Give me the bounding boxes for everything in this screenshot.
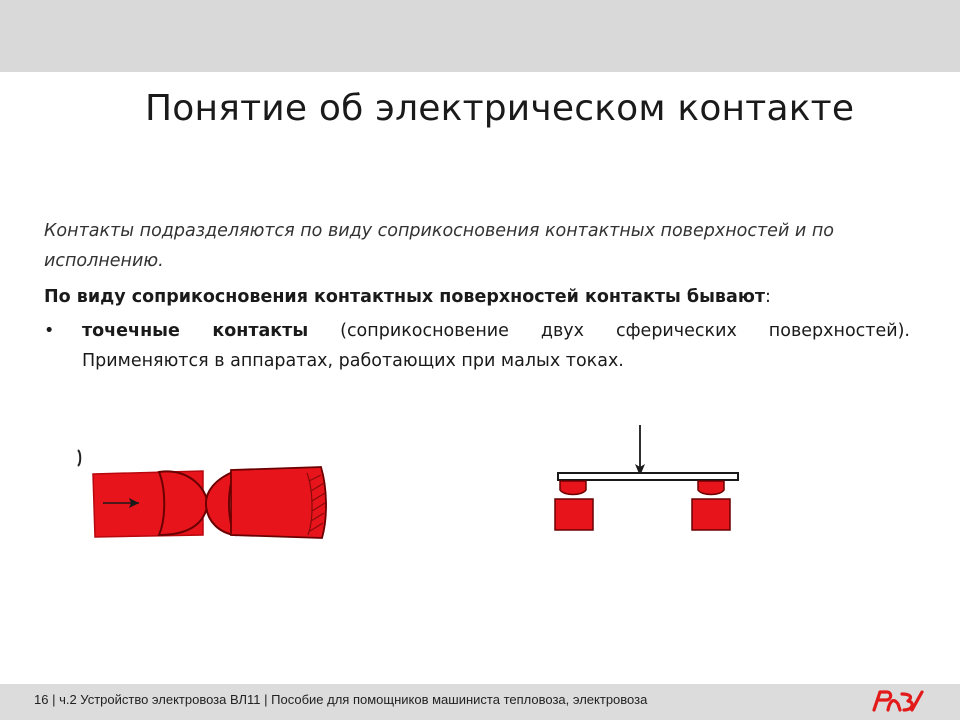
header-band <box>0 0 960 72</box>
bullet-item <box>44 316 910 376</box>
bullet-text <box>82 321 910 371</box>
footer-text <box>34 692 647 707</box>
bullet-description: (соприкосновение двух сферических поверхностей). Применяются в аппаратах, работающих при малых токах. <box>82 321 910 371</box>
slide-body <box>44 216 910 376</box>
point-contact-side-view-drawing <box>75 447 345 547</box>
right-fixed-contact <box>692 499 730 530</box>
point-contact-bridge-diagram <box>548 420 748 545</box>
right-moving-contact <box>698 481 724 495</box>
left-moving-contact <box>560 481 586 495</box>
subheading-text: По виду соприкосновения контактных поверхностей контакты бывают <box>44 287 765 307</box>
rzd-logo-icon <box>870 686 926 714</box>
subheading-colon: : <box>764 287 771 307</box>
bullet-term: точечные контакты <box>82 321 309 341</box>
slide-title: Понятие об электрическом контакте <box>145 88 855 129</box>
rzd-logo <box>870 686 926 719</box>
point-contact-bridge-drawing <box>548 420 748 540</box>
intro-paragraph: Контакты подразделяются по виду соприкосновения контактных поверхностей и по исполнению. <box>44 221 834 271</box>
point-contact-side-view <box>75 447 345 552</box>
bullet-marker: • <box>44 321 55 341</box>
edge-mark <box>78 450 80 466</box>
footer-bar <box>0 684 960 720</box>
contact-bridge <box>558 473 738 480</box>
footer-caption: | ч.2 Устройство электровоза ВЛ11 | Пособие для помощников машиниста тепловоза, электровоза <box>52 692 648 707</box>
left-fixed-contact <box>555 499 593 530</box>
page-number: 16 <box>34 692 49 707</box>
subheading <box>44 282 910 312</box>
